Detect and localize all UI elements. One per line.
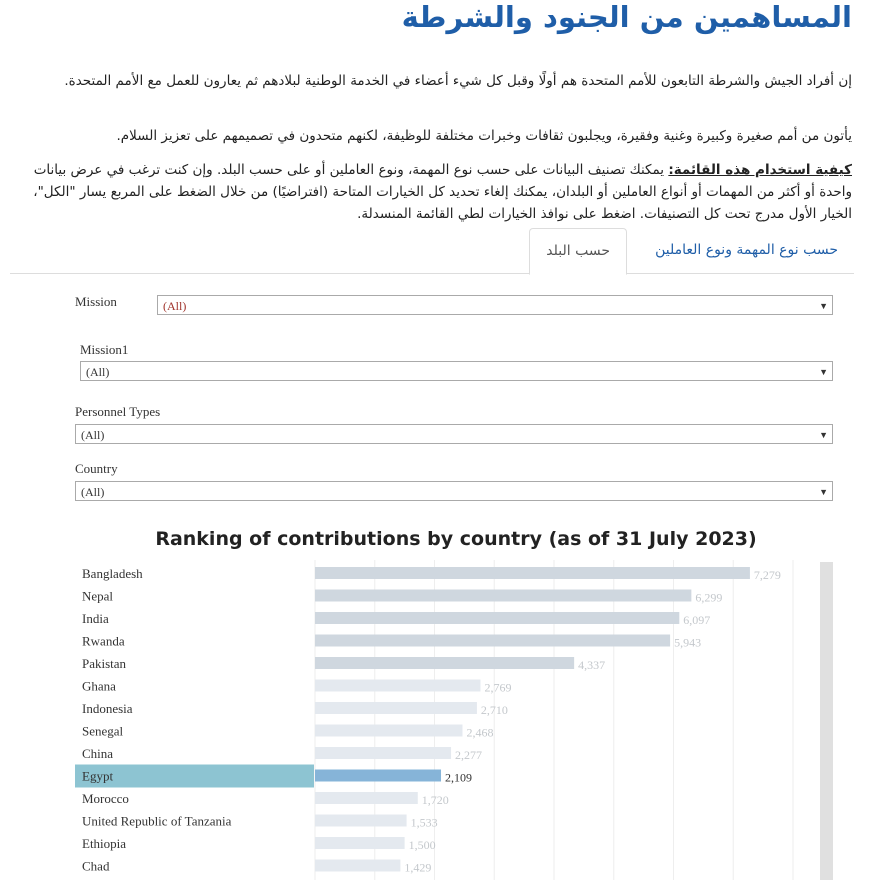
category-label[interactable]: Nepal [82, 588, 114, 604]
category-label[interactable]: Rwanda [82, 633, 125, 649]
data-label: 2,468 [466, 725, 494, 740]
bar[interactable] [315, 815, 407, 827]
filter-label-country: Country [75, 461, 118, 476]
how-to-use-heading: كيفية استخدام هذه القائمة: [668, 162, 852, 178]
filter-label-personnel-types: Personnel Types [75, 404, 161, 419]
bar[interactable] [315, 590, 691, 602]
country-select[interactable] [75, 481, 833, 501]
chevron-down-icon: ▼ [819, 367, 828, 377]
data-label: 2,769 [484, 680, 512, 695]
category-label[interactable]: Indonesia [82, 701, 133, 716]
mission1-select[interactable] [80, 361, 833, 381]
category-label[interactable]: Pakistan [82, 656, 127, 671]
personnel-types-select[interactable] [75, 424, 833, 444]
chevron-down-icon: ▼ [819, 430, 828, 440]
category-label[interactable]: Egypt [82, 768, 114, 784]
tab-by-country[interactable]: حسب البلد [529, 228, 627, 275]
data-label: 4,337 [578, 658, 606, 672]
chart-title: Ranking of contributions by country (as of 31 July 2023) [155, 528, 757, 550]
mission-select[interactable] [157, 295, 833, 315]
category-label[interactable]: China [82, 746, 114, 761]
data-label: 7,279 [753, 568, 781, 582]
bar[interactable] [315, 837, 405, 849]
data-label: 6,299 [695, 590, 723, 605]
tab-bar [10, 228, 854, 274]
data-label: 2,109 [445, 770, 473, 785]
bar[interactable] [315, 657, 574, 669]
country-value: (All) [81, 485, 105, 499]
intro-paragraph-1: إن أفراد الجيش والشرطة التابعون للأمم المتحدة هم أولًا وقبل كل شيء أعضاء في الخدمة الوطنية لبلادهم ثم يعارون للعمل مع الأمم المتحدة. [64, 73, 852, 89]
chart-scrollbar[interactable] [820, 562, 833, 880]
bar[interactable] [315, 747, 451, 759]
chevron-down-icon: ▼ [819, 487, 828, 497]
category-label[interactable]: India [82, 611, 109, 626]
category-label[interactable]: Chad [82, 858, 110, 874]
bar[interactable] [315, 567, 750, 579]
intro-paragraph-2: يأتون من أمم صغيرة وكبيرة وغنية وفقيرة، ويجلبون ثقافات وخبرات مختلفة للوظيفة، لكنهم متحدون في تصميمهم على تعزيز السلام. [116, 128, 852, 144]
data-label: 1,720 [421, 793, 449, 807]
bar[interactable] [315, 770, 441, 782]
bar[interactable] [315, 680, 480, 692]
data-label: 6,097 [683, 613, 711, 627]
data-label: 1,533 [410, 815, 438, 830]
chevron-down-icon: ▼ [819, 301, 828, 311]
data-label: 5,943 [674, 635, 702, 650]
category-label[interactable]: United Republic of Tanzania [82, 813, 232, 829]
mission1-value: (All) [86, 365, 110, 379]
bar[interactable] [315, 635, 670, 647]
category-label[interactable]: Ethiopia [82, 836, 127, 851]
data-label: 2,277 [455, 748, 483, 762]
data-label: 1,429 [404, 860, 432, 875]
category-label[interactable]: Senegal [82, 723, 124, 739]
category-label[interactable]: Ghana [82, 678, 116, 694]
data-label: 1,500 [408, 838, 436, 852]
bar[interactable] [315, 725, 462, 737]
filter-label-mission: Mission [75, 294, 117, 309]
bar-chart [0, 560, 880, 880]
bar[interactable] [315, 792, 418, 804]
how-to-use-text: يمكنك تصنيف البيانات على حسب نوع المهمة، ونوع العاملين أو على حسب البلد. وإن كنت ترغب في عرض بيانات واحدة أو أكثر من المهمات أو أنواع العاملين أو البلدان، يمكنك إلغاء تحديد كل الخيارات المتاحة (افتراضيًا) من خلال الضغط على المربع يسار "الكل"، الخيار الأول مدرج تحت كل التصنيفات. اضغط على نوافذ الخيارات لطي القائمة المنسدلة. [33, 162, 852, 222]
tab-by-mission-personnel[interactable]: حسب نوع المهمة ونوع العاملين [655, 242, 838, 258]
bar[interactable] [315, 702, 477, 714]
page-title: المساهمين من الجنود والشرطة [401, 0, 852, 34]
bar[interactable] [315, 860, 400, 872]
bar[interactable] [315, 612, 679, 624]
category-label[interactable]: Morocco [82, 791, 129, 806]
mission-value: (All) [163, 299, 187, 313]
data-label: 2,710 [480, 703, 508, 717]
category-label[interactable]: Bangladesh [82, 566, 143, 581]
intro-paragraph-3 [10, 159, 852, 225]
filter-label-mission1: Mission1 [80, 342, 129, 357]
personnel-types-value: (All) [81, 428, 105, 442]
